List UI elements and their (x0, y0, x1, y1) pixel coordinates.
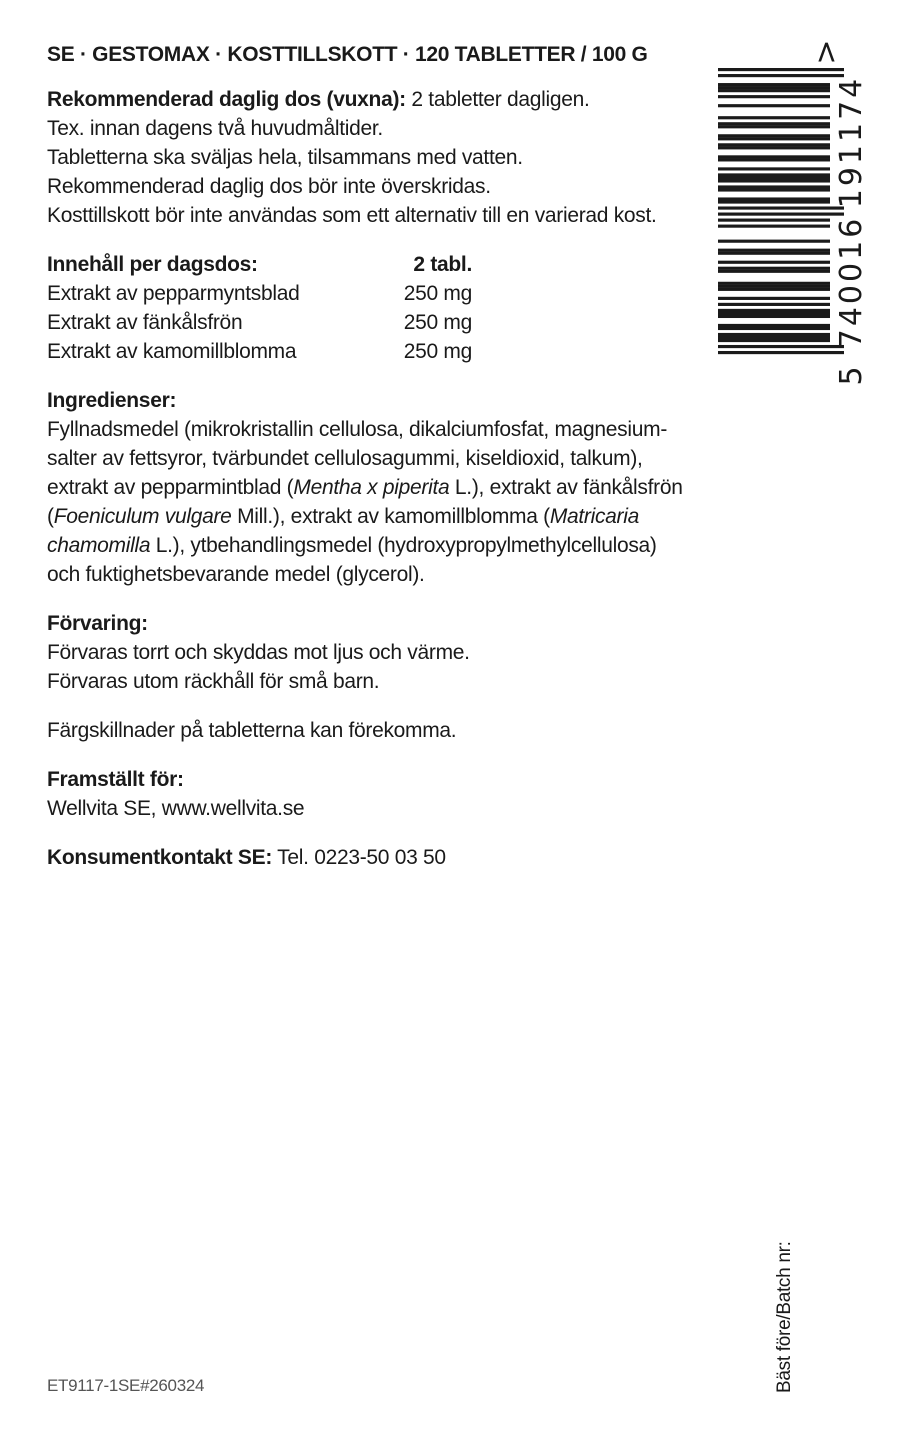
barcode-bar (718, 288, 830, 291)
barcode-bar (718, 327, 830, 330)
barcode-first-digit: 5 (834, 366, 869, 386)
barcode-bar (718, 185, 830, 188)
dosage-heading: Rekommenderad daglig dos (vuxna): (47, 88, 406, 111)
content-row-amount: 250 mg (403, 282, 472, 305)
barcode-bar (718, 219, 830, 222)
batch-label (774, 1228, 798, 1393)
barcode-bar (718, 213, 844, 216)
storage-line: Förvaras utom räckhåll för små barn. (47, 670, 380, 693)
barcode-right-digits: 191174 (834, 75, 869, 209)
barcode-bar (718, 86, 830, 89)
barcode-bar (718, 339, 830, 342)
product-header: SE · GESTOMAX · KOSTTILLSKOTT · 120 TABLETTER / 100 G (47, 43, 648, 66)
barcode-bar (718, 345, 844, 348)
barcode-bar (718, 309, 830, 312)
barcode-bar (718, 125, 830, 128)
content-row-name: Extrakt av pepparmyntsblad (47, 282, 300, 305)
barcode-bar (718, 143, 830, 146)
ingredients-line: extrakt av pepparmintblad (Mentha x piperita L.), extrakt av fänkålsfrön (47, 476, 683, 499)
content-row-name: Extrakt av kamomillblomma (47, 340, 297, 363)
barcode-graphic (712, 34, 872, 394)
barcode-bar (718, 324, 830, 327)
manufacturer-text: Wellvita SE, www.wellvita.se (47, 797, 305, 820)
latin-name: Matricaria (549, 505, 639, 528)
barcode-bar (718, 179, 830, 182)
barcode-bar (718, 95, 830, 98)
barcode-bar (718, 351, 844, 354)
barcode-bar (718, 188, 830, 191)
storage-line: Förvaras torrt och skyddas mot ljus och värme. (47, 641, 470, 664)
dosage-section (47, 85, 687, 230)
barcode-bar (718, 315, 830, 318)
barcode-bar (718, 206, 844, 209)
contact-heading: Konsumentkontakt SE: (47, 846, 273, 869)
barcode-bar (718, 252, 830, 255)
barcode-bars (718, 68, 844, 354)
barcode-bar (718, 249, 830, 252)
barcode-bar (718, 173, 830, 176)
barcode-bar (718, 261, 830, 264)
barcode-bar (718, 89, 830, 92)
barcode-bar (718, 134, 830, 137)
barcode-bar (718, 240, 830, 243)
barcode-bar (718, 200, 830, 203)
barcode-left-digits: 740016 (834, 215, 869, 349)
barcode-marker: > (809, 39, 844, 65)
dosage-line: Kosttillskott bör inte användas som ett alternativ till en varierad kost. (47, 204, 657, 227)
content-table-heading: Innehåll per dagsdos: (47, 253, 258, 276)
manufacturer-section (47, 765, 687, 823)
content-row-amount: 250 mg (403, 311, 472, 334)
ingredients-line: Fyllnadsmedel (mikrokristallin cellulosa, dikalciumfosfat, magnesium- (47, 418, 668, 441)
barcode-bar (718, 285, 830, 288)
barcode-bar (718, 333, 830, 336)
barcode-bar (718, 83, 830, 86)
storage-heading: Förvaring: (47, 612, 148, 635)
contact-text: Tel. 0223-50 03 50 (272, 846, 446, 869)
barcode-bar (718, 336, 830, 339)
barcode-bar (718, 116, 830, 119)
barcode-bar (718, 68, 844, 71)
latin-name: chamomilla (47, 534, 151, 557)
ingredients-line: och fuktighetsbevarande medel (glycerol). (47, 563, 425, 586)
barcode-bar (718, 167, 830, 170)
dosage-line (47, 85, 687, 114)
barcode-bar (718, 137, 830, 140)
barcode-bar (718, 122, 830, 125)
barcode-bar (718, 270, 830, 273)
content-row-name: Extrakt av fänkålsfrön (47, 311, 243, 334)
barcode-bar (718, 176, 830, 179)
barcode-bar (718, 312, 830, 315)
barcode-bar (718, 197, 830, 200)
contact-section (47, 843, 687, 872)
note-section (47, 716, 687, 745)
barcode-bar (718, 74, 844, 77)
dosage-line: Tabletterna ska sväljas hela, tilsammans med vatten. (47, 146, 523, 169)
barcode-bar (718, 155, 830, 158)
barcode-bar (718, 225, 830, 228)
latin-name: Mentha x piperita (293, 476, 450, 499)
manufacturer-heading: Framställt för: (47, 768, 184, 791)
dosage-text: 2 tabletter dagligen. (405, 88, 590, 111)
barcode (712, 34, 872, 394)
batch-label-text: Bäst före/Batch nr: (774, 1241, 795, 1393)
barcode-bar (718, 146, 830, 149)
dosage-line: Rekommenderad daglig dos bör inte överskridas. (47, 175, 491, 198)
storage-section (47, 609, 687, 696)
content-table-amount-heading: 2 tabl. (413, 253, 472, 276)
ingredients-line: chamomilla L.), ytbehandlingsmedel (hydroxypropylmethylcellulosa) (47, 534, 657, 557)
ingredients-section (47, 386, 687, 589)
ingredients-line: salter av fettsyror, tvärbundet cellulosagummi, kiseldioxid, talkum), (47, 447, 643, 470)
barcode-bar (718, 282, 830, 285)
print-code: ET9117-1SE#260324 (47, 1376, 205, 1395)
barcode-bar (718, 267, 830, 270)
label-text (47, 40, 687, 892)
barcode-bar (718, 303, 830, 306)
content-table (47, 250, 687, 366)
barcode-bar (718, 297, 830, 300)
color-note: Färgskillnader på tabletterna kan förekomma. (47, 719, 457, 742)
dosage-line: Tex. innan dagens två huvudmåltider. (47, 117, 383, 140)
ingredients-line: (Foeniculum vulgare Mill.), extrakt av kamomillblomma (Matricaria (47, 505, 639, 528)
barcode-bar (718, 158, 830, 161)
content-row-amount: 250 mg (403, 340, 472, 363)
barcode-bar (718, 104, 830, 107)
latin-name: Foeniculum vulgare (53, 505, 232, 528)
ingredients-heading: Ingredienser: (47, 389, 177, 412)
